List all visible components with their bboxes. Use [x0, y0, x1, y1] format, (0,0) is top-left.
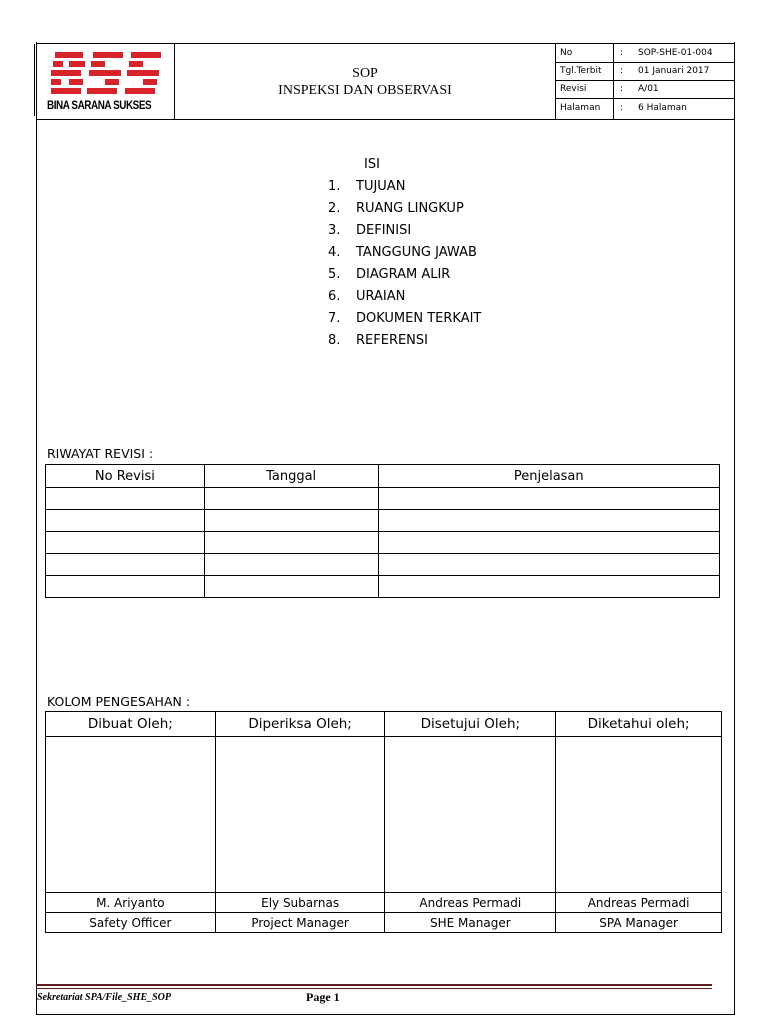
bss-logo-icon: [51, 50, 161, 98]
toc-item: 4. TANGGUNG JAWAB: [328, 245, 477, 260]
toc-item: 6. URAIAN: [328, 289, 406, 304]
meta-row-date: [556, 62, 734, 81]
meta-label: Tgl.Terbit: [560, 66, 602, 76]
title-line-2: INSPEKSI DAN OBSERVASI: [278, 83, 452, 98]
title-line-1: SOP: [352, 66, 378, 81]
page-frame-right: [734, 42, 735, 1015]
meta-label: Revisi: [560, 84, 587, 94]
meta-row-revision: [556, 80, 734, 99]
table-header-row: [46, 712, 722, 737]
signature-box: [556, 737, 722, 893]
table-header-row: [46, 465, 720, 488]
toc-item: 5. DIAGRAM ALIR: [328, 267, 451, 282]
signer-role: Project Manager: [215, 913, 385, 933]
meta-colon: :: [620, 103, 624, 113]
toc-item: 1. TUJUAN: [328, 179, 406, 194]
meta-value: A/01: [638, 84, 659, 94]
table-row: [46, 576, 720, 598]
table-row: [46, 510, 720, 532]
revision-heading: RIWAYAT REVISI :: [47, 446, 154, 461]
toc-title: ISI: [364, 157, 380, 172]
toc-item: 8. REFERENSI: [328, 333, 428, 348]
table-row: [46, 554, 720, 576]
table-row: [46, 532, 720, 554]
document-header: [36, 43, 735, 120]
footer-rule-thin: [36, 988, 712, 989]
page-frame-left: [36, 42, 37, 1015]
name-row: [46, 893, 722, 913]
column-header: Disetujui Oleh;: [385, 712, 556, 737]
document-title: [175, 44, 556, 119]
signer-name: Andreas Permadi: [385, 893, 556, 913]
meta-value: SOP-SHE-01-004: [638, 48, 713, 58]
column-header: Tanggal: [204, 465, 378, 488]
meta-value: 01 Januari 2017: [638, 66, 710, 76]
signer-name: Ely Subarnas: [215, 893, 385, 913]
toc-item: 7. DOKUMEN TERKAIT: [328, 311, 482, 326]
toc-item: 3. DEFINISI: [328, 223, 412, 238]
signature-box: [385, 737, 556, 893]
document-meta: [556, 44, 734, 119]
meta-label: Halaman: [560, 103, 601, 113]
column-header: No Revisi: [46, 465, 205, 488]
meta-colon: :: [620, 48, 624, 58]
meta-label: No: [560, 48, 573, 58]
footer-file-path: Sekretariat SPA/File_SHE_SOP: [37, 992, 171, 1003]
revision-table: [45, 464, 720, 598]
column-header: Diketahui oleh;: [556, 712, 722, 737]
page-frame-bottom: [36, 1014, 735, 1015]
signer-name: Andreas Permadi: [556, 893, 722, 913]
toc-item: 2. RUANG LINGKUP: [328, 201, 464, 216]
signer-role: SPA Manager: [556, 913, 722, 933]
signer-name: M. Ariyanto: [46, 893, 216, 913]
meta-row-pages: [556, 98, 734, 119]
approval-table: [45, 711, 722, 933]
logo-cell: [37, 44, 175, 119]
logo-text: BINA SARANA SUKSES: [47, 100, 152, 112]
footer-rule: [36, 984, 712, 986]
column-header: Dibuat Oleh;: [46, 712, 216, 737]
meta-colon: :: [620, 84, 624, 94]
signer-role: SHE Manager: [385, 913, 556, 933]
signature-box: [46, 737, 216, 893]
meta-colon: :: [620, 66, 624, 76]
table-row: [46, 488, 720, 510]
meta-value: 6 Halaman: [638, 103, 687, 113]
signer-role: Safety Officer: [46, 913, 216, 933]
role-row: [46, 913, 722, 933]
column-header: Diperiksa Oleh;: [215, 712, 385, 737]
page-number: Page 1: [306, 990, 340, 1004]
column-header: Penjelasan: [378, 465, 719, 488]
approval-heading: KOLOM PENGESAHAN :: [47, 694, 191, 709]
meta-row-no: [556, 44, 734, 63]
signature-row: [46, 737, 722, 893]
signature-box: [215, 737, 385, 893]
